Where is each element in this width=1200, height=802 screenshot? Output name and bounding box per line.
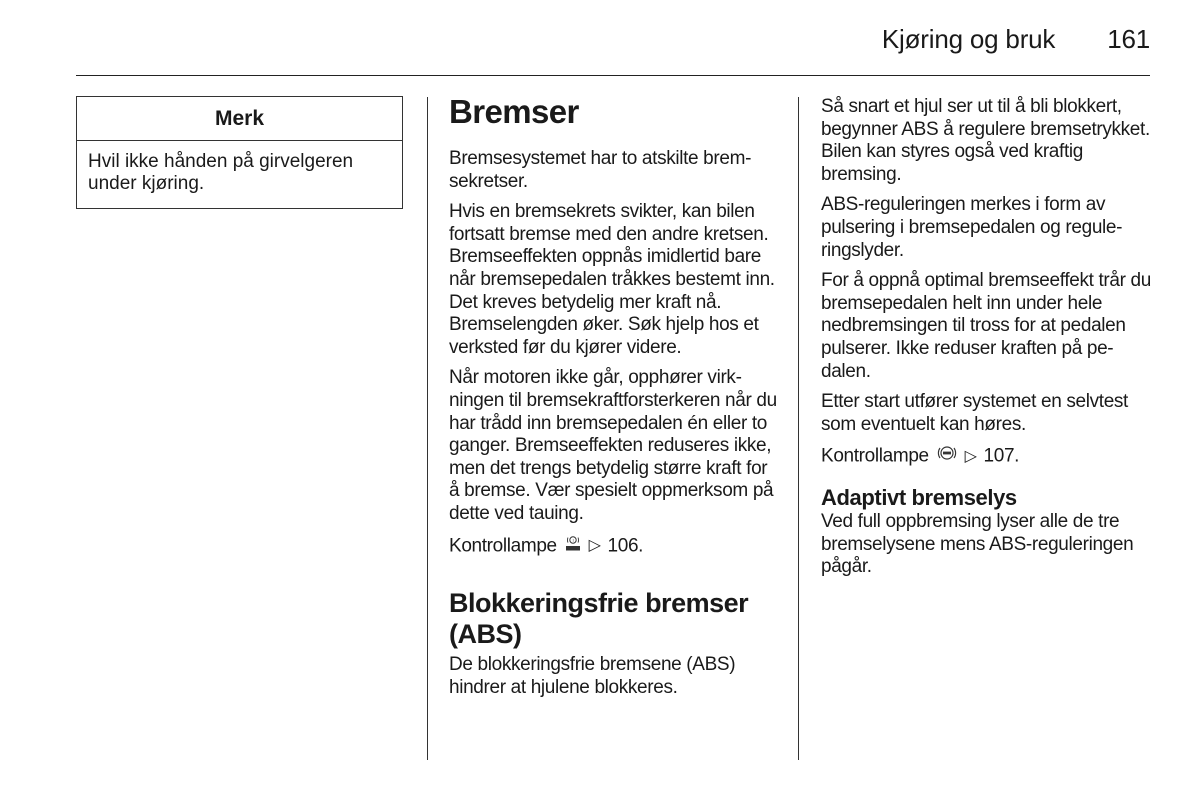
page-reference-arrow: ▷ [964, 447, 977, 465]
brake-warning-icon [565, 534, 581, 559]
heading-adaptive-brake-lights: Adaptivt bremselys [821, 484, 1017, 510]
column-brakes [449, 92, 779, 707]
column-divider-right [798, 97, 799, 760]
indicator-reference [449, 534, 779, 559]
heading-brakes: Bremser [449, 93, 579, 130]
svg-text:!: ! [572, 537, 574, 543]
indicator-label: Kontrollampe [449, 534, 557, 556]
paragraph: ABS-reguleringen merkes i form av pulsering i bremsepedalen og reguleringslyder. [821, 194, 1123, 261]
paragraph: For å oppnå optimal bremseeffekt trår du bremsepedalen helt inn under hele nedbremsingen til tross for at pedalen pulserer. Ikke reduser kraften på pedalen. [821, 270, 1151, 382]
note-box [76, 96, 403, 209]
paragraph: Etter start utfører systemet en selvtest som eventuelt kan høres. [821, 391, 1128, 435]
page-reference-arrow: ▷ [588, 536, 601, 554]
section-title: Kjøring og bruk [881, 24, 1056, 54]
note-title: Merk [77, 97, 402, 141]
indicator-reference [821, 444, 1156, 469]
paragraph: Når motoren ikke går, opphører virkningen til bremsekraftforsterkeren når du har trådd inn bremsepedalen én eller to ganger. Bremseeffekten reduseres ikke, men det trengs betydelig større kraft for å bremse. Vær spesielt oppmerksom på dette ved tauing. [449, 367, 777, 524]
paragraph: Ved full oppbremsing lyser alle de tre bremselysene mens ABS-reguleringen pågår. [821, 510, 1134, 578]
note-body: Hvil ikke hånden på girvelgeren under kjøring. [88, 151, 354, 194]
page-header [882, 24, 1150, 55]
indicator-label: Kontrollampe [821, 445, 929, 467]
column-abs [821, 96, 1156, 587]
page-reference: 107. [983, 445, 1020, 467]
abs-warning-icon [937, 444, 957, 469]
paragraph: Så snart et hjul ser ut til å bli blokkert, begynner ABS å regulere bremsetrykket. Bilen kan styres også ved kraftig bremsing. [821, 96, 1150, 185]
paragraph: Bremsesystemet har to atskilte bremsekretser. [449, 148, 752, 192]
heading-abs: Blokkeringsfrie bremser (ABS) [449, 588, 749, 650]
header-divider [76, 75, 1150, 76]
page-number: 161 [1107, 24, 1150, 54]
column-divider-left [427, 97, 428, 760]
paragraph: Hvis en bremsekrets svikter, kan bilen fortsatt bremse med den andre kretsen. Bremseeffekten oppnås imidlertid bare når bremsepedalen tråkkes bestemt inn. Det kreves betydelig mer kraft nå. Bremselengden øker. Søk hjelp hos et verksted før du kjører videre. [449, 201, 775, 358]
paragraph: De blokkeringsfrie bremsene (ABS) hindrer at hjulene blokkeres. [449, 654, 736, 698]
page-reference: 106. [607, 534, 644, 556]
